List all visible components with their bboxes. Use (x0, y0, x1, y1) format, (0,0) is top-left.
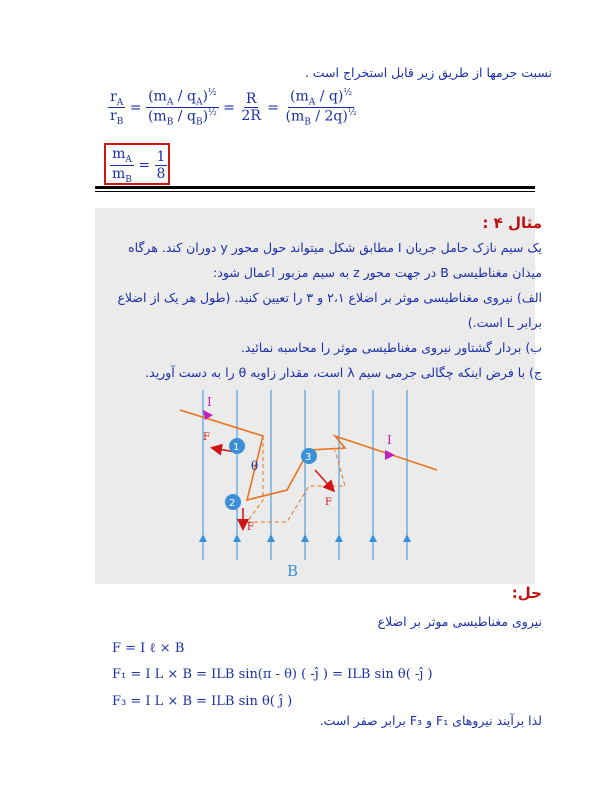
equation-1: F = I ℓ × B (112, 641, 185, 656)
example-line-6: ج) با فرض اینکه چگالی جرمی سیم λ است، مقدار زاویه θ را به دست آورید. (145, 365, 542, 380)
wire-figure (175, 390, 445, 580)
side-3-label: 3 (305, 452, 312, 463)
theta-label: θ (251, 459, 259, 473)
solution-title: حل: (511, 584, 542, 602)
f3-label: F (325, 497, 332, 508)
side-2-label: 2 (229, 498, 236, 509)
current-label-2: I (387, 433, 392, 447)
current-label-1: I (207, 395, 212, 409)
result-equation: $\frac{m_A}{m_B}$ = $\frac{1}{8}$ (112, 146, 166, 185)
side-1-label: 1 (233, 442, 240, 453)
example-title: مثال ۴ : (482, 214, 542, 232)
equation-3: F₃ = I L × B = ILB sin θ( ĵ ) (112, 694, 293, 709)
example-line-5: ب) بردار گشتاور نیروی مغناطیسی موثر را محاسبه نمائید. (240, 340, 542, 355)
f1-label: F (203, 432, 210, 443)
solution-intro: نیروی مغناطیسی موثر بر اضلاع (377, 614, 542, 629)
force-arrow-3 (315, 470, 333, 490)
example-line-4: برابر L است.) (467, 315, 542, 330)
example-line-3: الف) نیروی مغناطیسی موثر بر اضلاع ۲،۱ و ۳ را تعیین کنید. (طول هر یک از اضلاع (117, 290, 542, 305)
ratio-equation: $\frac{r_A}{r_B}$ = $\frac{(m_A / q_A)^{\frac{1}{2}}}{(m_B / q_B)^{\frac{1}{2}}}$ = $\frac{R}{2R}$ = $\frac{(m_A / q)^{\frac{1}{2}}}{(m_B / 2q)^{\frac{1}{2}}}$ (110, 88, 357, 128)
example-line-1: یک سیم نازک حامل جریان I مطابق شکل میتواند حول محور y دوران کند. هرگاه (128, 240, 542, 255)
field-label: B (287, 562, 299, 580)
example-line-2: میدان مغناطیسی B در جهت محور z به سیم مزبور اعمال شود: (213, 265, 542, 280)
f2-label: F (247, 522, 254, 533)
solution-conclusion: لذا برآیند نیروهای F₁ و F₃ برابر صفر است. (319, 713, 542, 728)
separator-thin (95, 191, 535, 192)
equation-2: F₁ = I L × B = ILB sin(π - θ) ( -ĵ ) = ILB sin θ( -ĵ ) (112, 667, 433, 682)
intro-text: نسبت جرمها از طریق زیر قابل استخراج است . (304, 65, 552, 80)
separator-thick (95, 186, 535, 189)
